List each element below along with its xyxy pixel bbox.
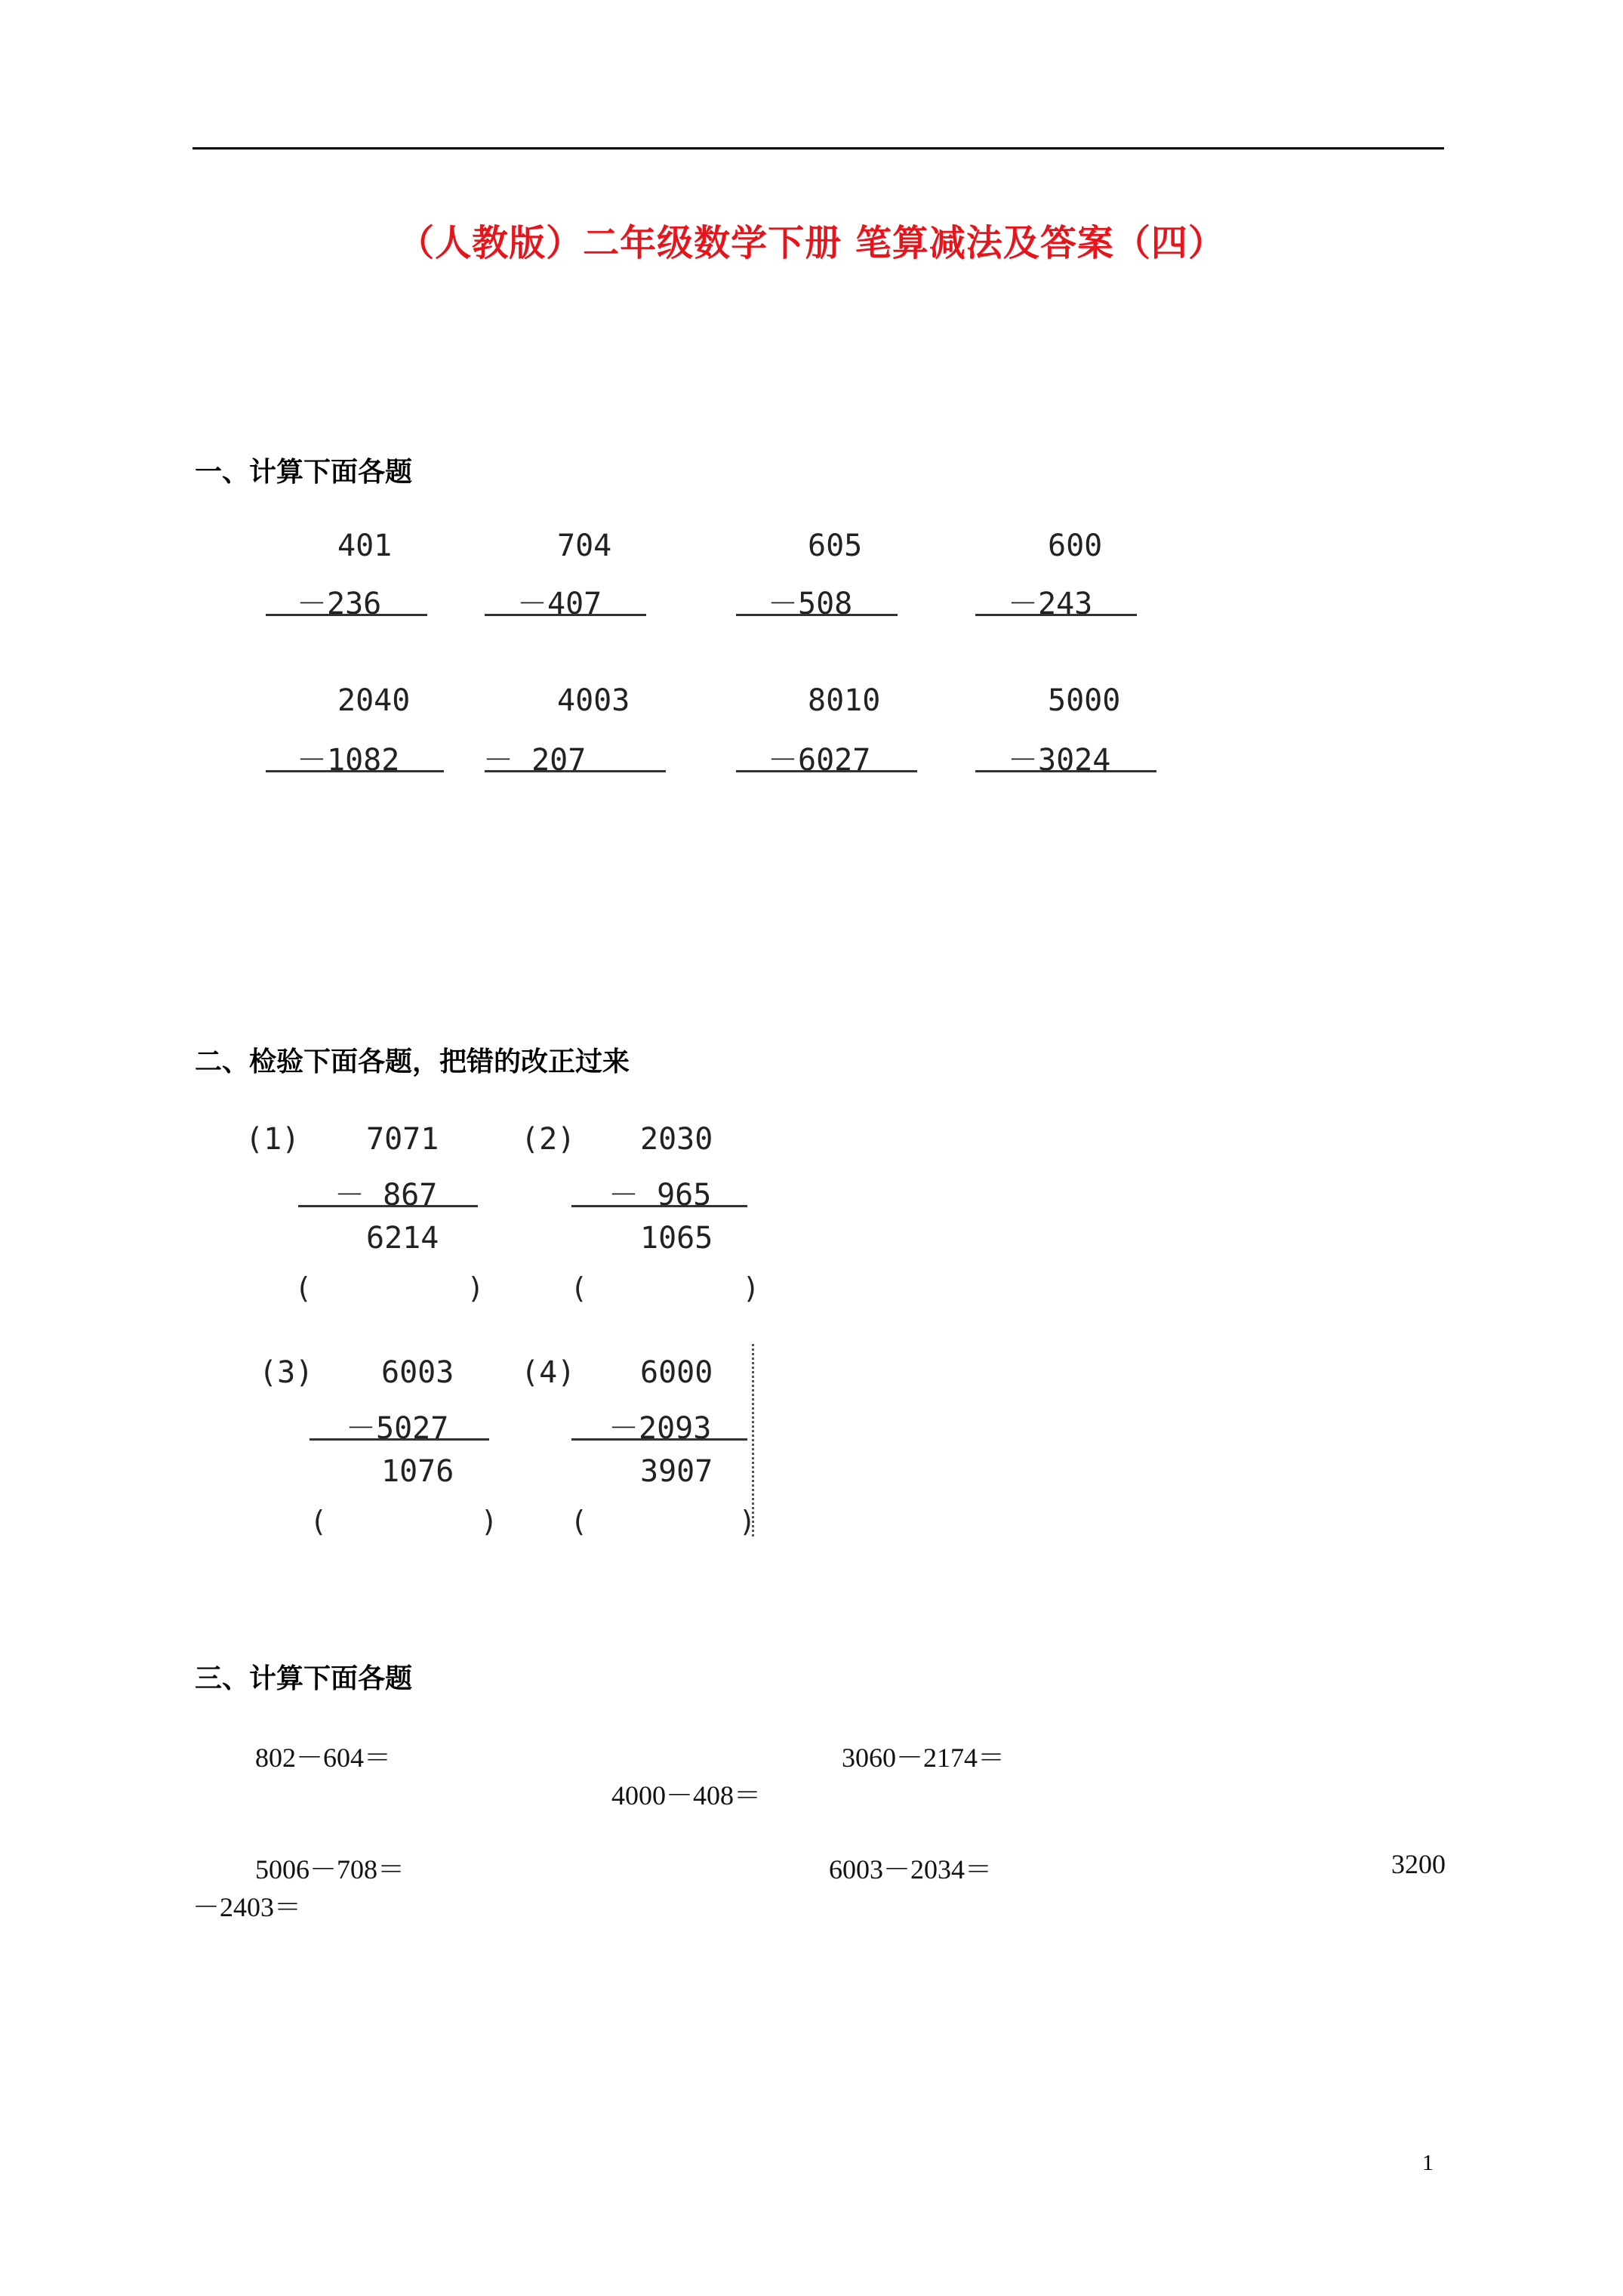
expression-2: 3060－2174＝ <box>842 1743 1006 1773</box>
problem-6-top: 4003 <box>557 683 630 718</box>
check-4-paren-close: ) <box>741 1505 753 1538</box>
expression-6-part2: －2403＝ <box>192 1892 302 1922</box>
section2-heading: 二、检验下面各题，把错的改正过来 <box>195 1046 630 1077</box>
problem-8-bottom: －3024 <box>1008 743 1111 778</box>
problem-5-rule <box>266 770 444 772</box>
problem-8-top: 5000 <box>1048 683 1121 718</box>
page-number: 1 <box>1422 2150 1434 2175</box>
check-1-label: (1) <box>245 1122 300 1157</box>
problem-7-rule <box>736 770 917 772</box>
check-3-paren-open: ( <box>313 1505 325 1538</box>
dotted-divider <box>752 1344 754 1536</box>
expression-3: 4000－408＝ <box>611 1780 762 1811</box>
problem-6-rule <box>485 770 666 772</box>
check-2-result: 1065 <box>640 1221 713 1256</box>
check-3-top: 6003 <box>381 1355 454 1390</box>
top-rule <box>192 147 1444 149</box>
check-3-rule <box>310 1438 489 1441</box>
expression-5: 6003－2034＝ <box>829 1854 993 1885</box>
problem-4-bottom: －243 <box>1008 587 1093 621</box>
problem-5-bottom: －1082 <box>297 743 400 778</box>
problem-1-top: 401 <box>337 529 393 563</box>
problem-3-top: 605 <box>808 529 863 563</box>
problem-4-top: 600 <box>1048 529 1103 563</box>
check-3-result: 1076 <box>381 1454 454 1489</box>
problem-7-bottom: －6027 <box>768 743 871 778</box>
problem-2-rule <box>485 614 646 616</box>
problem-1-bottom: －236 <box>297 587 382 621</box>
check-2-paren-open: ( <box>574 1271 585 1305</box>
check-4-paren-open: ( <box>574 1505 585 1538</box>
check-2-rule <box>571 1205 747 1207</box>
check-4-bottom: －2093 <box>608 1411 712 1446</box>
check-3-bottom: －5027 <box>346 1411 449 1446</box>
problem-7-top: 8010 <box>808 683 881 718</box>
check-2-bottom: － 965 <box>608 1178 712 1213</box>
problem-6-bottom: － 207 <box>483 743 587 778</box>
check-1-result: 6214 <box>366 1221 439 1256</box>
check-2-label: (2) <box>521 1122 576 1157</box>
problem-5-top: 2040 <box>337 683 411 718</box>
check-4-top: 6000 <box>640 1355 713 1390</box>
check-1-paren-close: ) <box>470 1271 481 1305</box>
problem-1-rule <box>266 614 427 616</box>
check-4-rule <box>571 1438 747 1441</box>
page-title: （人教版）二年级数学下册 笔算减法及答案（四） <box>398 222 1225 264</box>
check-1-bottom: － 867 <box>334 1178 438 1213</box>
expression-4: 5006－708＝ <box>255 1854 405 1885</box>
problem-8-rule <box>975 770 1156 772</box>
section3-heading: 三、计算下面各题 <box>195 1663 413 1694</box>
problem-4-rule <box>975 614 1137 616</box>
check-4-result: 3907 <box>640 1454 713 1489</box>
problem-3-bottom: －508 <box>768 587 853 621</box>
check-1-rule <box>298 1205 478 1207</box>
check-2-top: 2030 <box>640 1122 713 1157</box>
check-1-top: 7071 <box>366 1122 439 1157</box>
section1-heading: 一、计算下面各题 <box>195 456 413 488</box>
problem-3-rule <box>736 614 898 616</box>
problem-2-bottom: －407 <box>517 587 602 621</box>
check-4-label: (4) <box>521 1355 576 1390</box>
expression-1: 802－604＝ <box>255 1743 392 1773</box>
check-3-paren-close: ) <box>483 1505 494 1538</box>
check-2-paren-close: ) <box>745 1271 756 1305</box>
check-1-paren-open: ( <box>298 1271 310 1305</box>
problem-2-top: 704 <box>557 529 612 563</box>
check-3-label: (3) <box>259 1355 314 1390</box>
expression-6-part1: 3200 <box>1391 1849 1446 1879</box>
